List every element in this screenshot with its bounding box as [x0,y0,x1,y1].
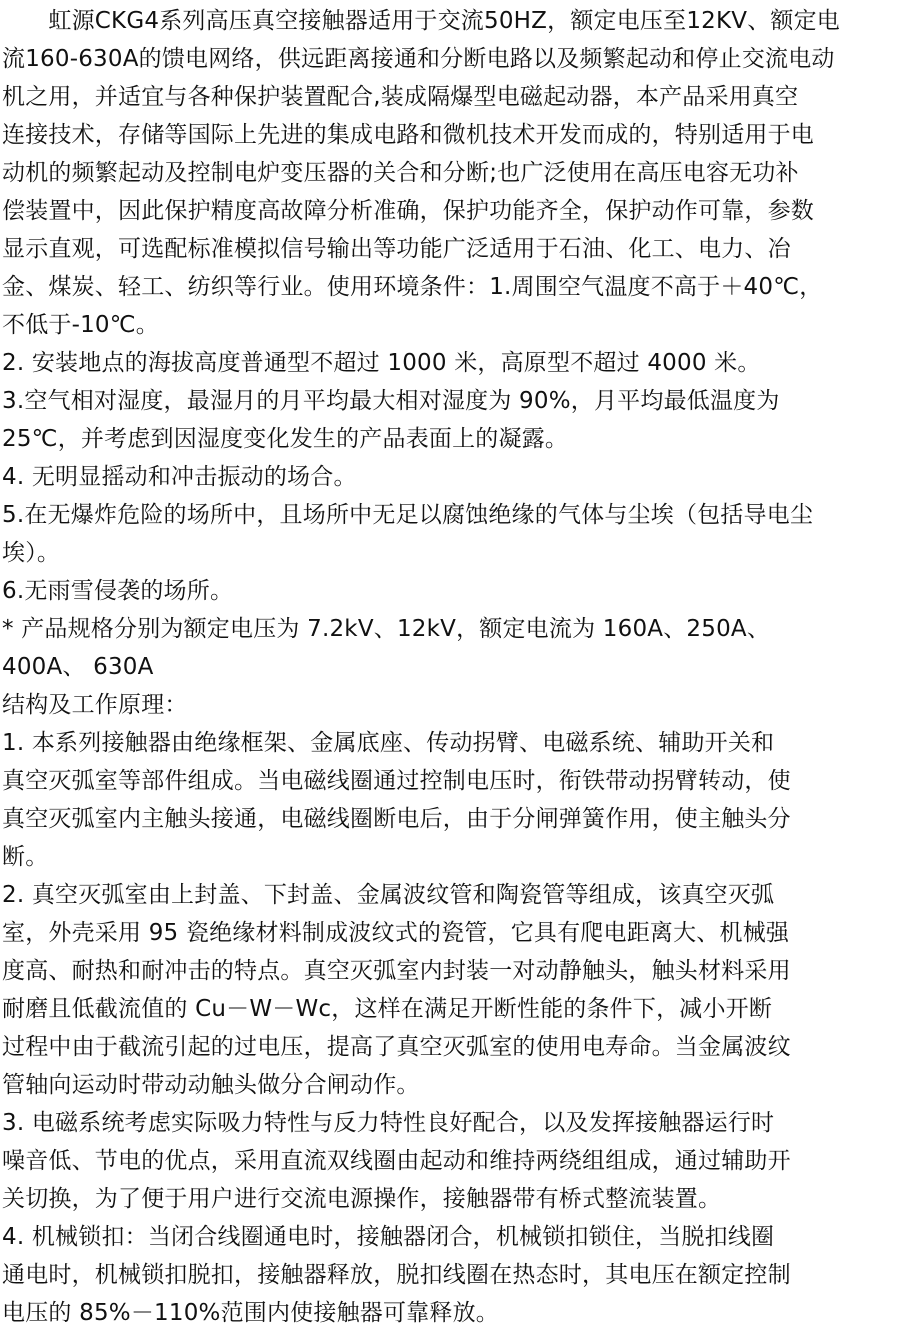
text-line: 埃）。 [2,540,61,566]
text-line: 2. 安装地点的海拔高度普通型不超过 1000 米，高原型不超过 4000 米。 [2,350,761,376]
text-line: 5.在无爆炸危险的场所中，且场所中无足以腐蚀绝缘的气体与尘埃（包括导电尘 [2,502,814,528]
text-line: 真空灭弧室等部件组成。当电磁线圈通过控制电压时，衔铁带动拐臂转动，使 [2,768,791,794]
text-line: 流160-630A的馈电网络，供远距离接通和分断电路以及频繁起动和停止交流电动 [2,46,835,72]
text-line: 管轴向运动时带动动触头做分合闸动作。 [2,1072,420,1098]
text-line: 断。 [2,844,49,870]
text-line: 关切换，为了便于用户进行交流电源操作，接触器带有桥式整流装置。 [2,1186,722,1212]
text-line: 机之用，并适宜与各种保护装置配合,装成隔爆型电磁起动器，本产品采用真空 [2,84,799,110]
text-line: 耐磨且低截流值的 Cu－W－Wc，这样在满足开断性能的条件下，减小开断 [2,996,773,1022]
text-line: 噪音低、节电的优点，采用直流双线圈由起动和维持两绕组组成，通过辅助开 [2,1148,791,1174]
text-line: 过程中由于截流引起的过电压，提高了真空灭弧室的使用电寿命。当金属波纹 [2,1034,791,1060]
text-line: 偿装置中，因此保护精度高故障分析准确，保护功能齐全，保护动作可靠，参数 [2,198,814,224]
text-line: 电压的 85%－110%范围内使接触器可靠释放。 [2,1300,499,1326]
text-line: 400A、 630A [2,654,154,680]
text-line: 4. 机械锁扣：当闭合线圈通电时，接触器闭合，机械锁扣锁住，当脱扣线圈 [2,1224,775,1250]
text-line: 动机的频繁起动及控制电炉变压器的关合和分断;也广泛使用在高压电容无功补 [2,160,799,186]
text-line: 虹源CKG4系列高压真空接触器适用于交流50HZ，额定电压至12KV、额定电 [2,8,840,34]
text-line: 6.无雨雪侵袭的场所。 [2,578,234,604]
text-line: 度高、耐热和耐冲击的特点。真空灭弧室内封装一对动静触头，触头材料采用 [2,958,791,984]
section-heading: 结构及工作原理： [2,692,188,718]
text-line: 3. 电磁系统考虑实际吸力特性与反力特性良好配合，以及发挥接触器运行时 [2,1110,775,1136]
text-line: 金、煤炭、轻工、纺织等行业。使用环境条件：1.周围空气温度不高于＋40℃， [2,274,823,300]
text-line: 显示直观，可选配标准模拟信号输出等功能广泛适用于石油、化工、电力、冶 [2,236,791,262]
text-line: 室，外壳采用 95 瓷绝缘材料制成波纹式的瓷管，它具有爬电距离大、机械强 [2,920,790,946]
text-line: * 产品规格分别为额定电压为 7.2kV、12kV，额定电流为 160A、250A、 [2,616,771,642]
text-line: 2. 真空灭弧室由上封盖、下封盖、金属波纹管和陶瓷管等组成，该真空灭弧 [2,882,775,908]
text-line: 不低于-10℃。 [2,312,159,338]
text-line: 真空灭弧室内主触头接通，电磁线圈断电后，由于分闸弹簧作用，使主触头分 [2,806,791,832]
text-line: 通电时，机械锁扣脱扣，接触器释放，脱扣线圈在热态时，其电压在额定控制 [2,1262,791,1288]
text-line: 连接技术，存储等国际上先进的集成电路和微机技术开发而成的，特别适用于电 [2,122,814,148]
text-line: 25℃，并考虑到因湿度变化发生的产品表面上的凝露。 [2,426,569,452]
text-line: 3.空气相对湿度，最湿月的月平均最大相对湿度为 90%，月平均最低温度为 [2,388,780,414]
text-line: 1. 本系列接触器由绝缘框架、金属底座、传动拐臂、电磁系统、辅助开关和 [2,730,775,756]
text-line: 4. 无明显摇动和冲击振动的场合。 [2,464,357,490]
